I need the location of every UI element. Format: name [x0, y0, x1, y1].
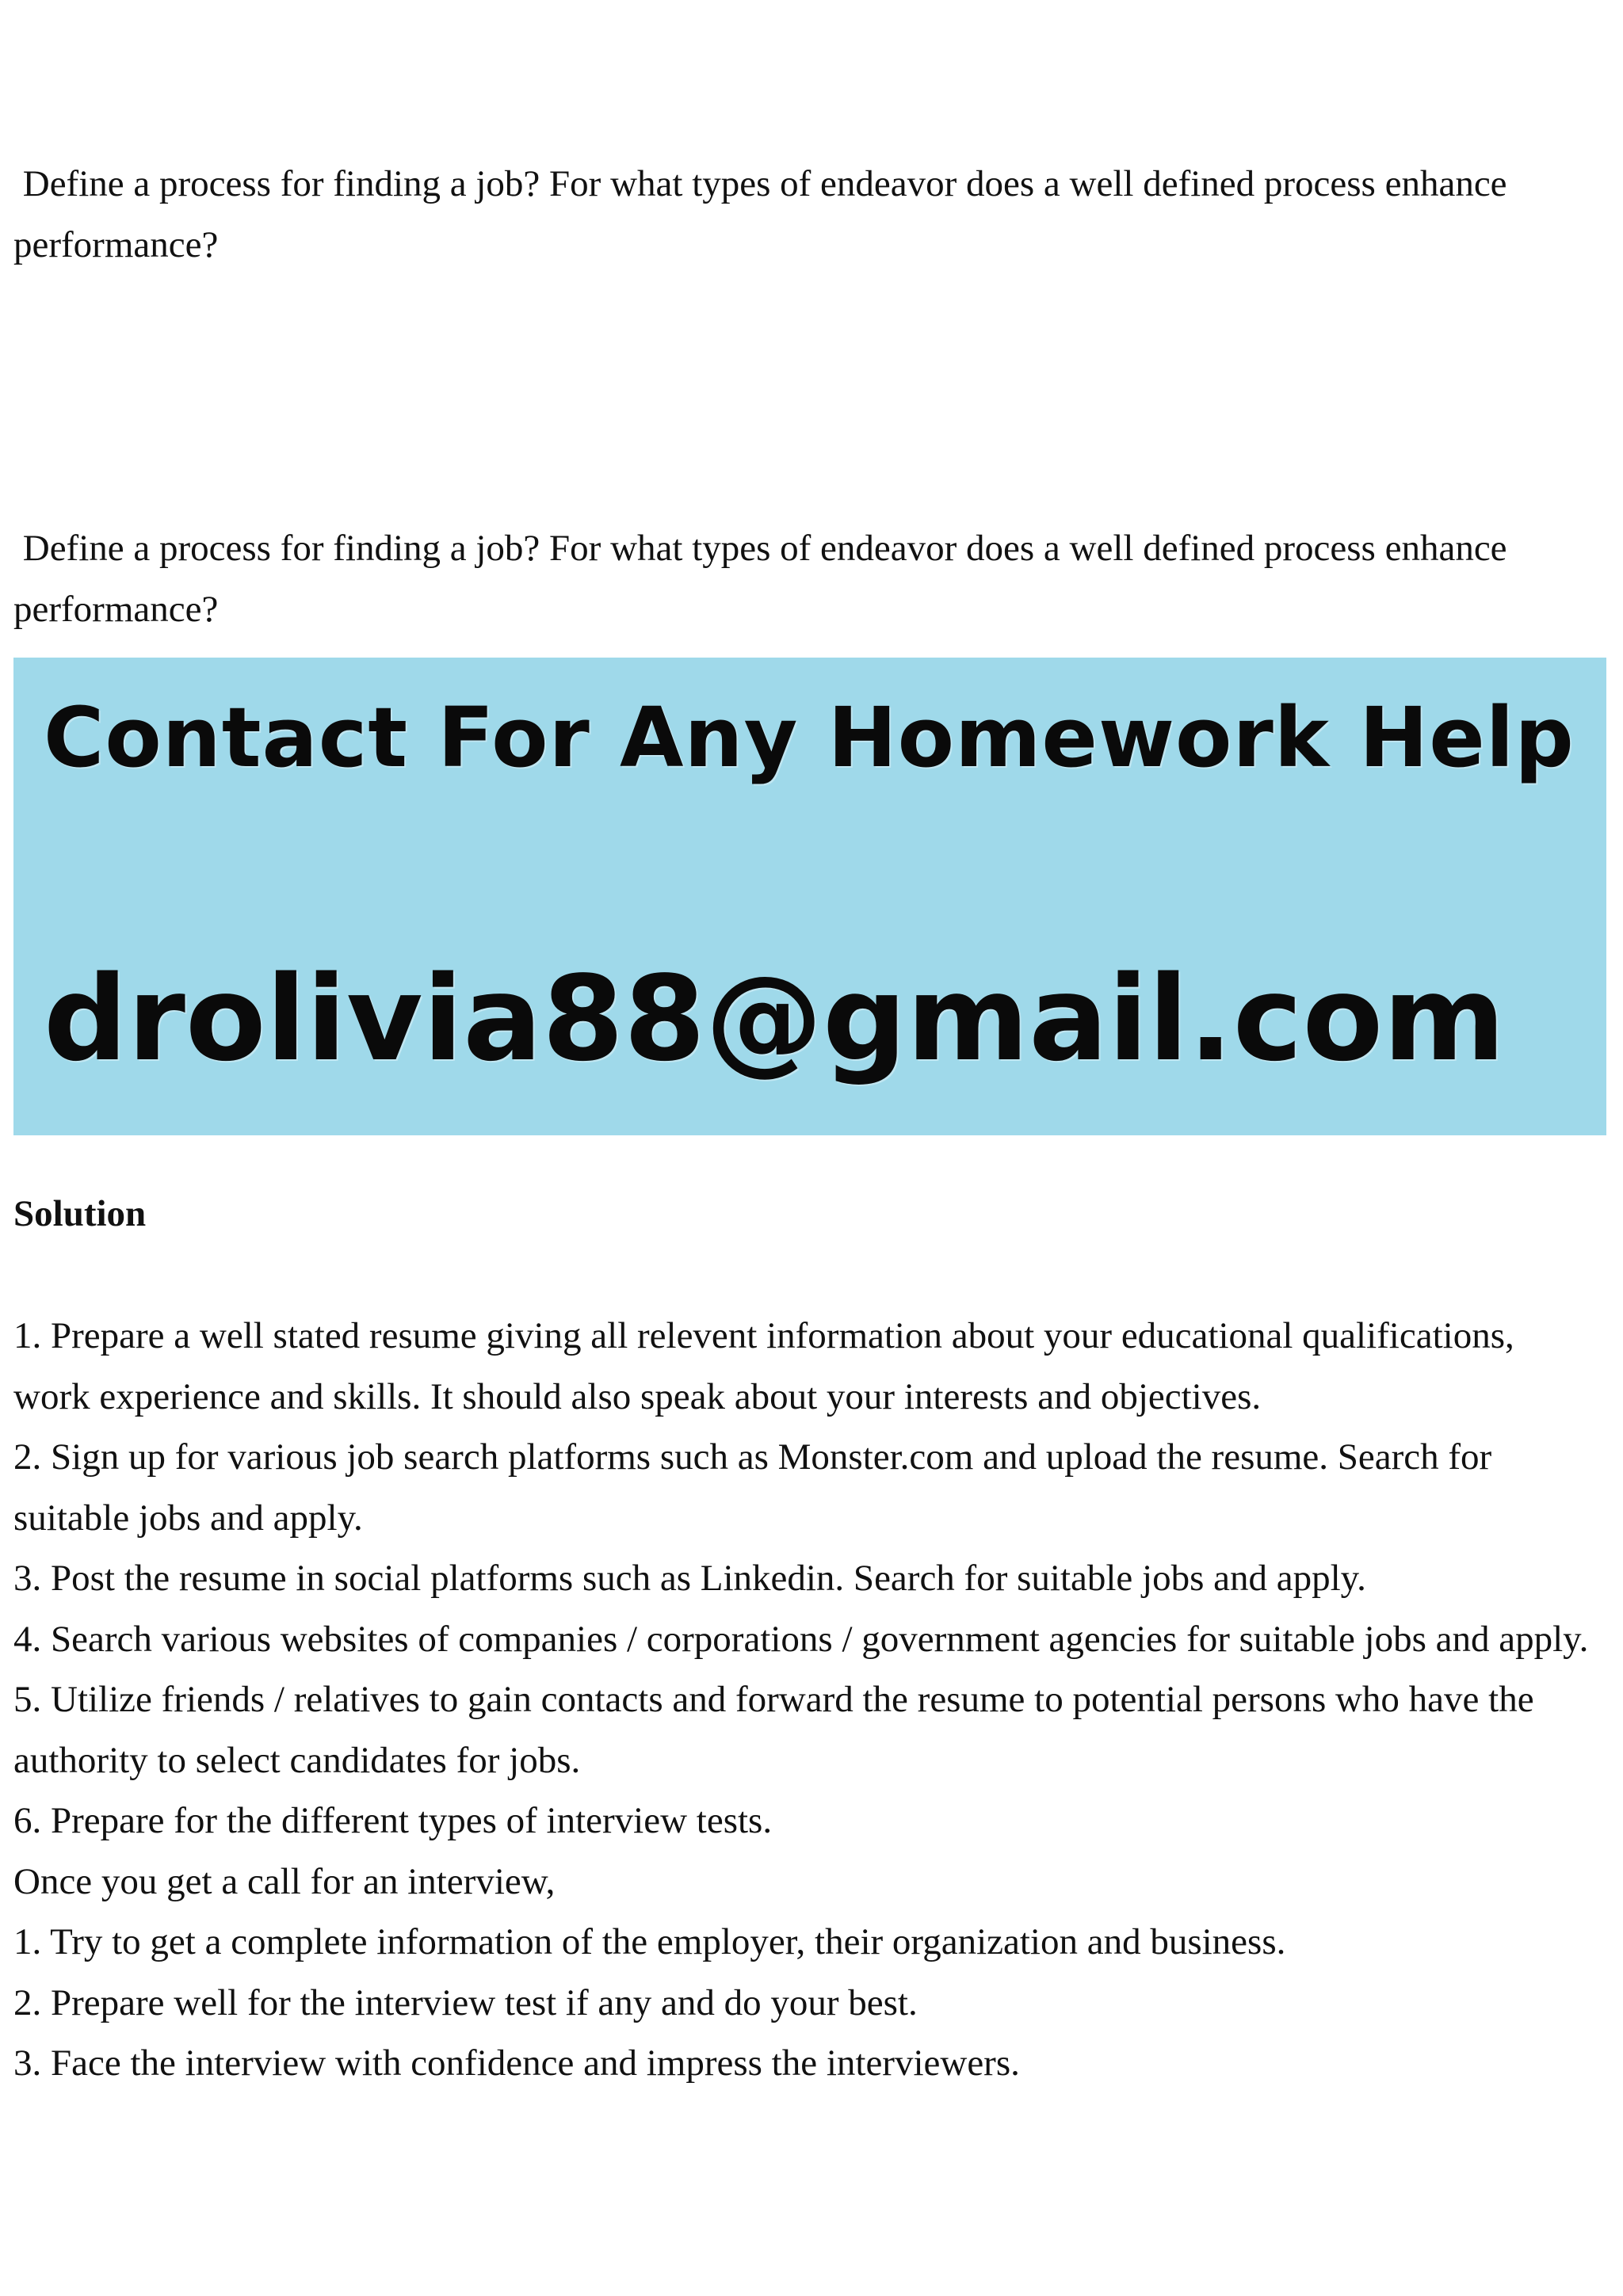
banner-email: drolivia88@gmail.com: [44, 951, 1506, 1087]
solution-line: 3. Face the interview with confidence and impress the interviewers.: [13, 2042, 1020, 2084]
solution-line: 1. Prepare a well stated resume giving all relevent information about your educational qualifications, work experience and skills. It should also speak about your interests and objectives.: [13, 1315, 1514, 1417]
solution-line: 2. Sign up for various job search platforms such as Monster.com and upload the resume. Search for suitable jobs and apply.: [13, 1436, 1492, 1539]
question-text: Define a process for finding a job? For what types of endeavor does a well defined process enhance performance?: [13, 163, 1517, 265]
solution-line: 4. Search various websites of companies / corporations / government agencies for suitable jobs and apply.: [13, 1618, 1589, 1660]
solution-line: 6. Prepare for the different types of interview tests.: [13, 1800, 773, 1841]
solution-list: [13, 1306, 1591, 2094]
solution-line: Once you get a call for an interview,: [13, 1860, 556, 1902]
solution-line: 3. Post the resume in social platforms such as Linkedin. Search for suitable jobs and apply.: [13, 1558, 1366, 1599]
solution-line: 2. Prepare well for the interview test if any and do your best.: [13, 1981, 918, 2023]
solution-heading: Solution: [13, 1193, 147, 1234]
solution-line: 1. Try to get a complete information of the employer, their organization and business.: [13, 1921, 1286, 1962]
contact-banner: [13, 658, 1606, 1135]
banner-headline: Contact For Any Homework Help: [44, 689, 1575, 786]
question-text-repeat: Define a process for finding a job? For what types of endeavor does a well defined process enhance performance?: [13, 528, 1517, 630]
solution-line: 5. Utilize friends / relatives to gain contacts and forward the resume to potential persons who have the authority to select candidates for jobs.: [13, 1679, 1534, 1781]
